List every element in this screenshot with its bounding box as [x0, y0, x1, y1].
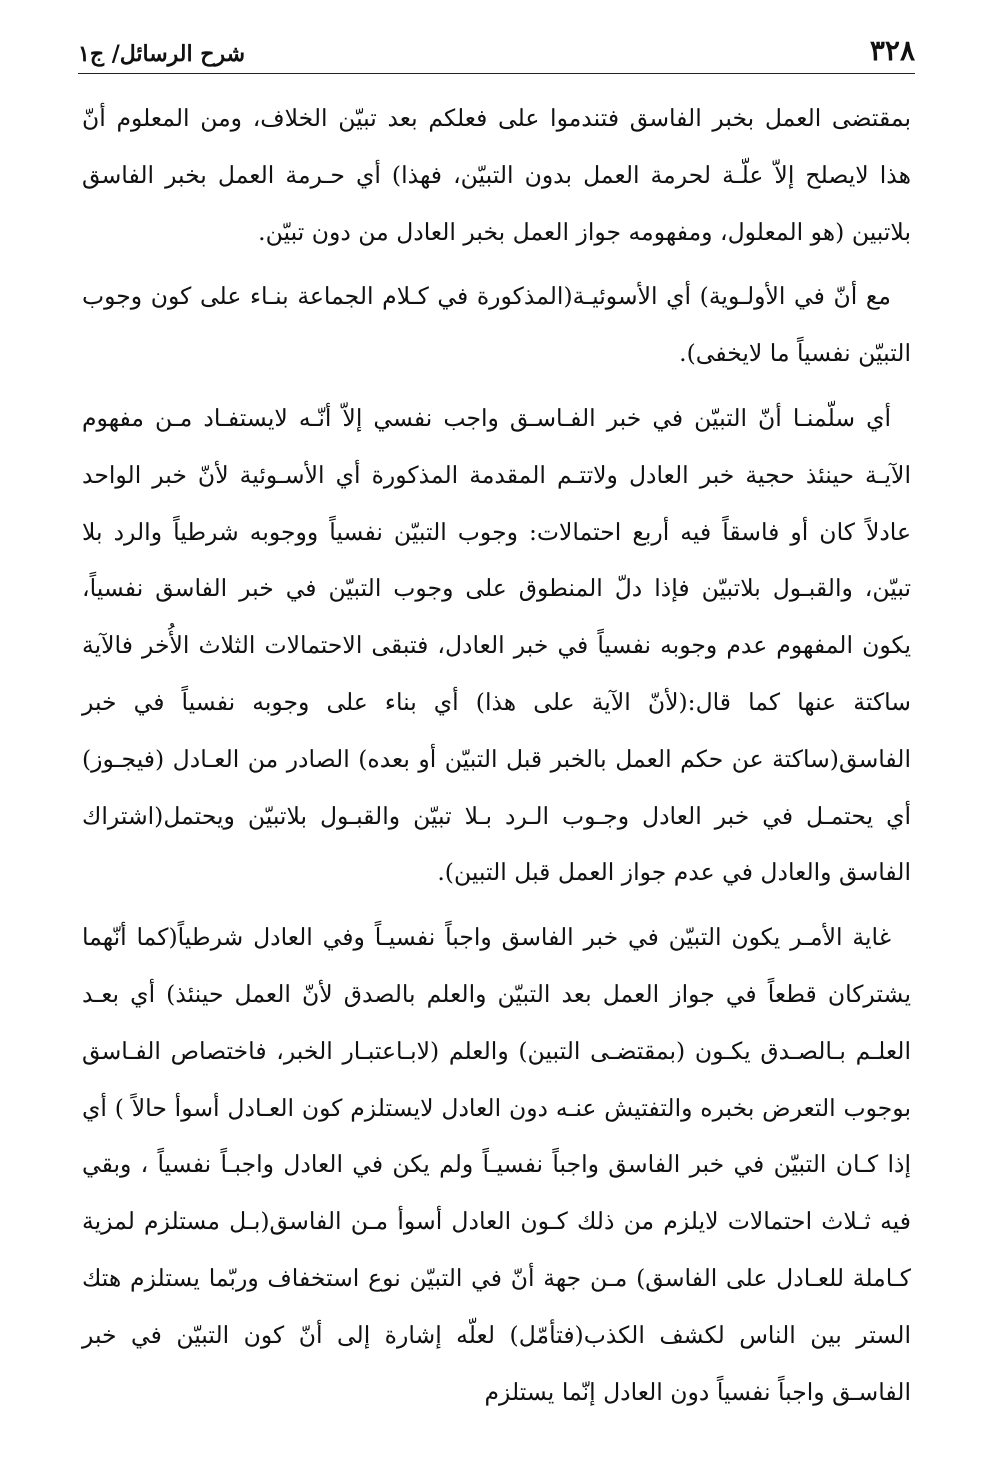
- body-text: [82, 90, 911, 1428]
- paragraph-1: بمقتضى العمل بخبر الفاسق فتندموا على فعلكم بعد تبيّن الخلاف، ومن المعلوم أنّ هذا لايصلح إلاّ علّـة لحرمة العمل بدون التبيّن، فهذا) أي حـرمة العمل بخبر الفاسق بلاتبين (هو المعلول، ومفهومه جواز العمل بخبر العادل من دون تبيّن.: [82, 104, 911, 246]
- page-number: ٣٢٨: [869, 34, 915, 67]
- page-header: [78, 28, 915, 74]
- running-title: شرح الرسائل/ ج١: [78, 41, 246, 67]
- paragraph-3: أي سلّمنـا أنّ التبيّن في خبر الفـاسـق واجب نفسي إلاّ أنّـه لايستفـاد مـن مفهوم الآيـة حينئذ حجية خبر العادل ولاتتـم المقدمة المذكورة أي الأسـوئية لأنّ خبر الواحد عادلاً كان أو فاسقاً فيه أربع احتمالات: وجوب التبيّن نفسياً ووجوبه شرطياً والرد بلا تبيّن، والقبـول بلاتبيّن فإذا دلّ المنطوق على وجوب التبيّن في خبر الفاسق نفسياً، يكون المفهوم عدم وجوبه نفسياً في خبر العادل، فتبقى الاحتمالات الثلاث الأُخر فالآية ساكتة عنها كما قال:(لأنّ الآية على هذا) أي بناء على وجوبه نفسياً في خبر الفاسق(ساكتة عن حكم العمل بالخبر قبل التبيّن أو بعده) الصادر من العـادل (فيجـوز) أي يحتمـل في خبر العادل وجـوب الـرد بـلا تبيّن والقبـول بلاتبيّن ويحتمل(اشتراك الفاسق والعادل في عدم جواز العمل قبل التبين).: [82, 403, 911, 887]
- paragraph-2: مع أنّ في الأولـوية) أي الأسوئيـة(المذكورة في كـلام الجماعة بنـاء على كون وجوب التبيّن نفسياً ما لايخفى).: [82, 282, 911, 368]
- paragraph-4: غاية الأمـر يكون التبيّن في خبر الفاسق واجباً نفسيـاً وفي العادل شرطياً(كما أنّهما يشتركان قطعاً في جواز العمل بعد التبيّن والعلم بالصدق لأنّ العمل حينئذ) أي بعـد العلـم بـالصـدق يكـون (بمقتضـى التبين) والعلم (لابـاعتبـار الخبر، فاختصاص الفـاسق بوجوب التعرض بخبره والتفتيش عنـه دون العادل لايستلزم كون العـادل أسوأ حالاً ) أي إذا كـان التبيّن في خبر الفاسق واجباً نفسيـاً ولم يكن في العادل واجبـاً نفسياً ، وبقي فيه ثـلاث احتمالات لايلزم من ذلك كـون العادل أسوأ مـن الفاسق(بـل مستلزم لمزية كـاملة للعـادل على الفاسق) مـن جهة أنّ في التبيّن نوع استخفاف وربّما يستلزم هتك الستر بين الناس لكشف الكذب(فتأمّل) لعلّه إشارة إلى أنّ كون التبيّن في خبر الفاسـق واجباً نفسياً دون العادل إنّما يستلزم: [82, 923, 911, 1406]
